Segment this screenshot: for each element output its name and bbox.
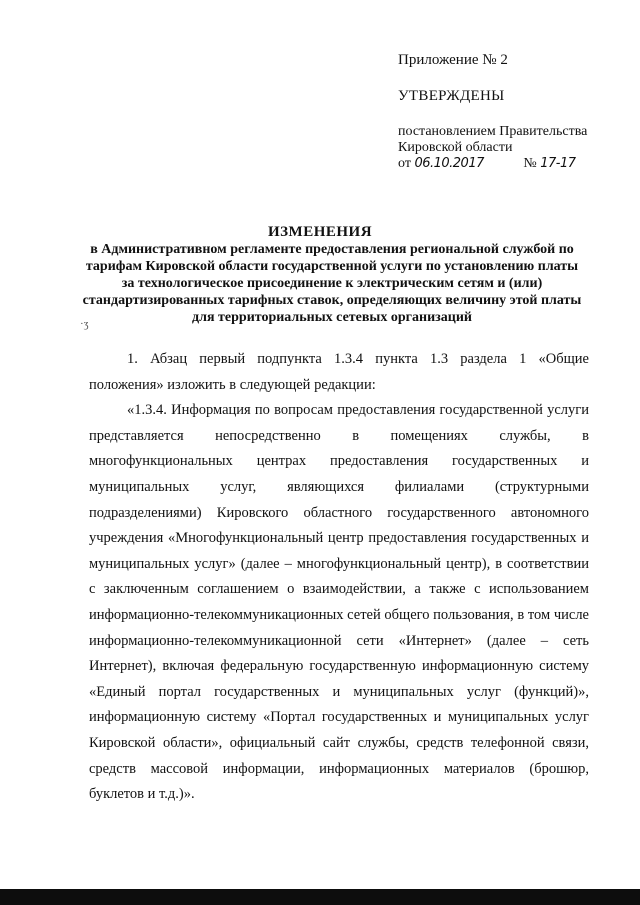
document-subtitle: в Административном регламенте предоставления региональной службой по тарифам Кировской области государственной услуги по установлению платы за технологическое присоединение к электрическим сетям и (или) стандартизированных тарифных ставок, определяющих величину этой платы для территориальных сетевых организаций [82, 242, 582, 325]
document-title: ИЗМЕНЕНИЯ [267, 224, 373, 240]
margin-mark: ·ʒ [80, 318, 89, 330]
number-label: № [523, 156, 537, 171]
decree-block [398, 124, 638, 172]
scan-bottom-edge [0, 889, 640, 905]
decree-line-2: Кировской области [398, 140, 513, 155]
paragraph-section-1-3-4: «1.3.4. Информация по вопросам предоставления государственной услуги представляется непосредственно в помещениях службы, в многофункциональных центрах предоставления государственных и муниципальных услуг, являющихся филиалами (структурными подразделениями) Кировского областного государственного автономного учреждения «Многофункциональный центр предоставления государственных и муниципальных услуг» (далее – многофункциональный центр), в соответствии с заключенным соглашением о взаимодействии, а также с использованием информационно-телекоммуникационных сетей общего пользования, в том числе информационно-телекоммуникационной сети «Интернет» (далее – сеть Интернет), включая федеральную государственную информационную систему «Единый портал государственных и муниципальных услуг (функций)», информационную систему «Портал государственных и муниципальных услуг Кировской области», официальный сайт службы, средств телефонной связи, средств массовой информации, информационных материалов (брошюр, буклетов и т.д.)». [89, 402, 589, 803]
handwritten-date: 06.10.2017 [414, 156, 484, 171]
date-prefix: от [398, 156, 411, 171]
handwritten-number: 17-17 [540, 156, 576, 171]
decree-line-1: постановлением Правительства [398, 124, 588, 139]
decree-date-line [398, 156, 638, 172]
paragraph-amendment-1: 1. Абзац первый подпункта 1.3.4 пункта 1.3 раздела 1 «Общие положения» изложить в следующей редакции: [89, 351, 589, 393]
appendix-label: Приложение № 2 [398, 52, 508, 68]
approved-label: УТВЕРЖДЕНЫ [398, 88, 505, 104]
document-body [89, 347, 589, 808]
